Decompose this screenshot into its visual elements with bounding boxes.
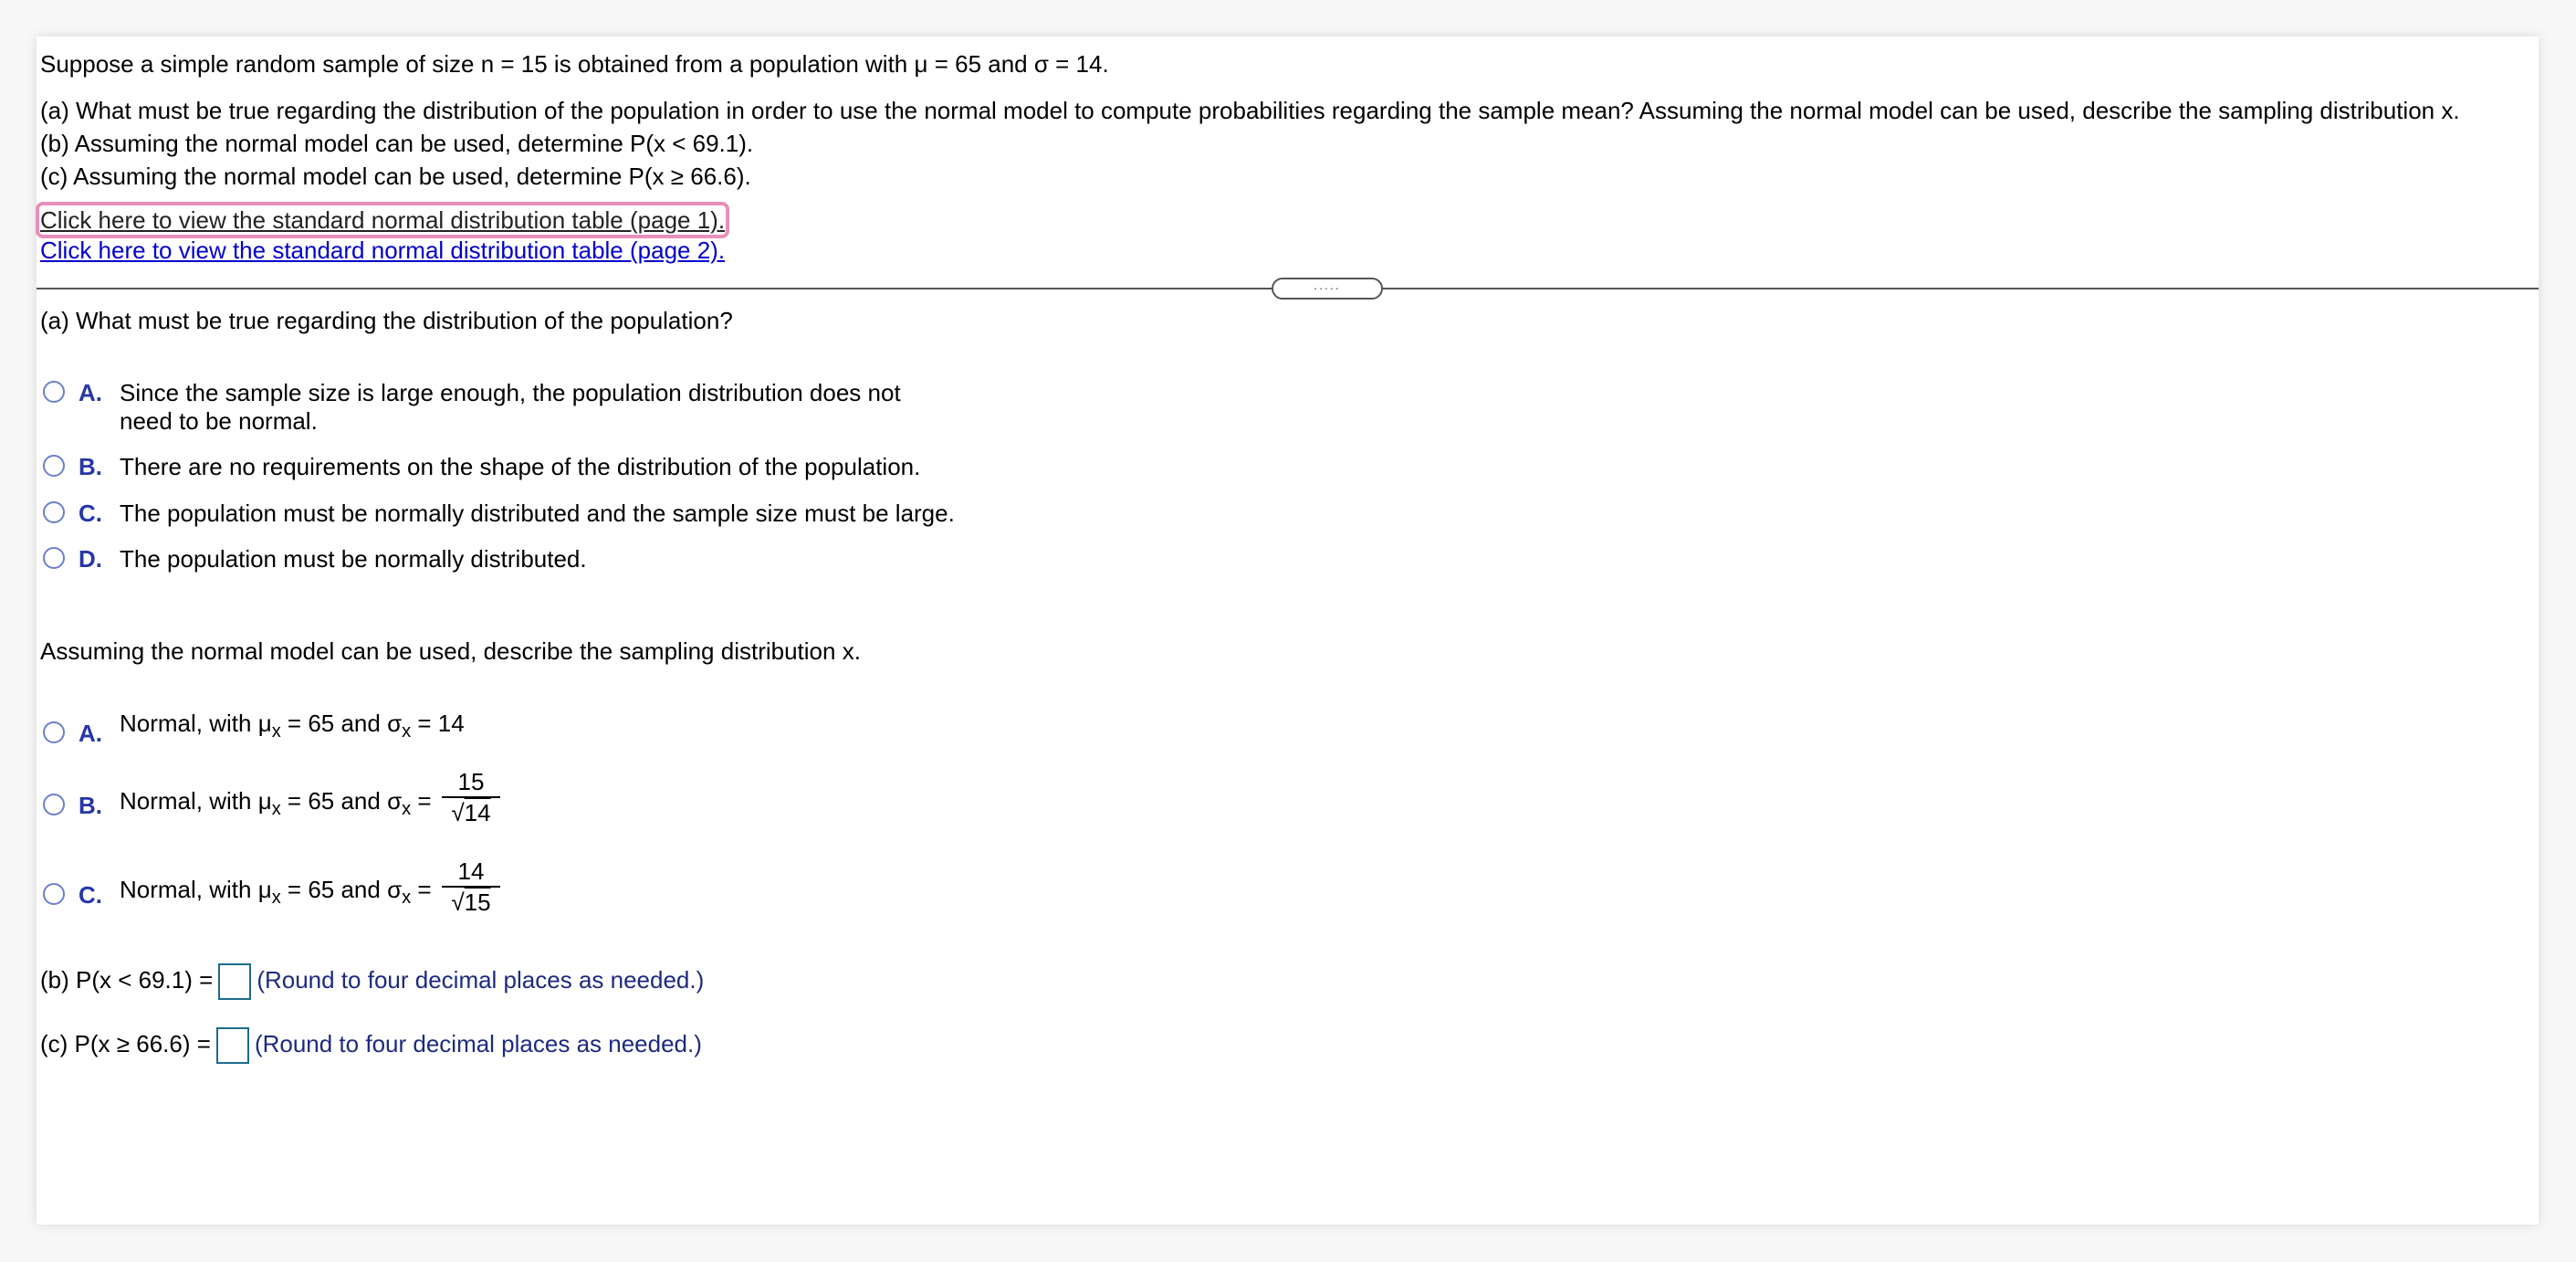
answer-c-input[interactable] — [216, 1027, 249, 1064]
answer-b-input[interactable] — [218, 963, 251, 1000]
answer-c-row — [40, 1025, 702, 1064]
resize-handle[interactable]: ..... — [1272, 278, 1383, 300]
option-letter: A. — [79, 720, 102, 747]
radio-button[interactable] — [43, 547, 65, 569]
q1-prompt: (a) What must be true regarding the distribution of the population? — [40, 307, 733, 334]
option-letter: C. — [79, 500, 102, 527]
radio-button[interactable] — [43, 455, 65, 477]
intro-text: Suppose a simple random sample of size n = 15 is obtained from a population with μ = 65 and σ = 14. — [40, 50, 1109, 78]
part-b-text: (b) Assuming the normal model can be used, determine P(x < 69.1). — [40, 130, 754, 157]
fraction: $\frac{14}{√15}$ — [442, 857, 500, 917]
option-text: The population must be normally distributed. — [120, 545, 587, 573]
fraction: $\frac{15}{√14}$ — [442, 767, 500, 827]
option-text: Normal, with $\mu_x = 65$ and $\sigma_x$ = — [120, 787, 432, 819]
option-text: Normal, with $\mu_x = 65$ and $\sigma_x = 14$ — [120, 710, 465, 741]
option-text: need to be normal. — [120, 407, 318, 435]
radio-button[interactable] — [43, 501, 65, 523]
answer-c-label: (c) P(x ≥ 66.6) = — [40, 1030, 211, 1057]
option-text: There are no requirements on the shape of the distribution of the population. — [120, 453, 921, 480]
option-letter: B. — [79, 453, 102, 480]
option-text: Normal, with $\mu_x = 65$ and $\sigma_x$ = — [120, 876, 432, 908]
option-text: The population must be normally distributed and the sample size must be large. — [120, 500, 955, 527]
answer-b-label: (b) P(x < 69.1) = — [40, 966, 214, 994]
radio-button[interactable] — [43, 381, 65, 403]
part-c-text: (c) Assuming the normal model can be used, determine P(x ≥ 66.6). — [40, 163, 751, 190]
q2-prompt: Assuming the normal model can be used, describe the sampling distribution x. — [40, 637, 861, 665]
part-a-text: (a) What must be true regarding the distribution of the population in order to use the normal model to compute probabilities regarding the sample mean? Assuming the normal model can be used, describe the sampling distribution x. — [40, 97, 2460, 124]
option-letter: A. — [79, 379, 102, 406]
option-text: Since the sample size is large enough, the population distribution does not — [120, 379, 901, 406]
option-letter: D. — [79, 545, 102, 573]
option-letter: B. — [79, 792, 102, 819]
radio-button[interactable] — [43, 883, 65, 905]
radio-button[interactable] — [43, 794, 65, 815]
answer-b-row — [40, 962, 704, 1000]
question-panel — [37, 37, 2539, 1225]
answer-b-hint: (Round to four decimal places as needed.) — [257, 966, 705, 994]
radio-button[interactable] — [43, 721, 65, 743]
normal-table-page2-link[interactable]: Click here to view the standard normal distribution table (page 2). — [40, 237, 726, 264]
option-letter: C. — [79, 881, 102, 909]
normal-table-page1-link[interactable]: Click here to view the standard normal distribution table (page 1). — [40, 206, 726, 234]
answer-c-hint: (Round to four decimal places as needed.) — [254, 1030, 702, 1057]
